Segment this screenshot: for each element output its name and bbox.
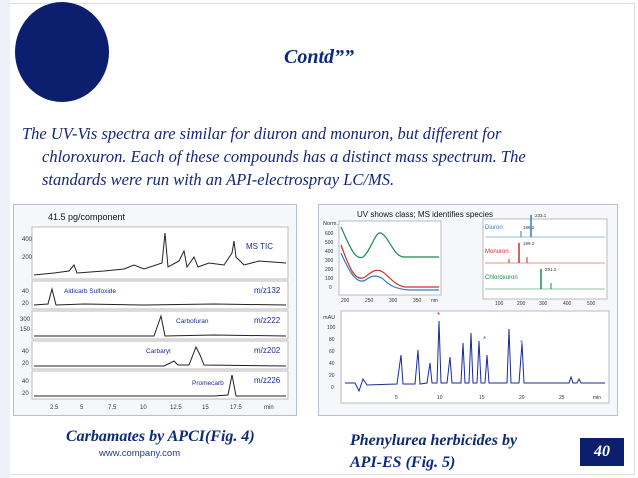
fig5-chrom-ytick-3: 60 [329,349,335,355]
slide-title: Contd”” [283,46,355,68]
fig4-trace-1-mz: m/z132 [254,286,281,295]
body-line-2: chloroxuron. Each of these compounds has a distinct mass spectrum. The [42,147,526,166]
fig5-uv-ytick-2: 500 [325,240,334,246]
fig5-uv-ytick-3: 400 [325,249,334,255]
fig5-uv-xtick-4: 350 [413,298,422,304]
fig5-chrom-panel [341,311,609,403]
fig4-tic-ytick-1: 400 [22,237,33,243]
fig5-chrom-star-2: * [483,335,487,344]
fig4-trace-4-compound: Promecarb [192,380,224,387]
footer-url: www.company.com [99,448,181,459]
fig5-ms-xtick-1: 100 [495,301,504,307]
fig5-uv-xunit: nm [431,298,438,304]
left-stripe [0,0,10,478]
fig5-header: UV shows class; MS identifies species [357,210,494,219]
fig5-ms-peak-label-1: 233.1 [535,213,547,218]
fig5-ms-name-1: Diuron [485,225,503,231]
fig4-tic-ytick-2: 200 [22,255,33,261]
fig4-header: 41.5 pg/component [48,212,126,222]
fig4-trace-3-ytick-1: 40 [22,349,29,355]
fig4-trace-1-ytick-1: 40 [22,289,29,295]
fig4-trace-4-ytick-1: 40 [22,379,29,385]
page-number: 40 [580,438,624,466]
fig5-uv-ytick-1: 600 [325,231,334,237]
fig4-xtick-7: 17.5 [230,405,242,411]
fig4-xtick-1: 2.5 [50,405,59,411]
fig4-trace-2-mz: m/z222 [254,316,281,325]
fig5-ms-name-2: Monuron [485,249,509,255]
fig5-chrom-xtick-3: 15 [479,395,485,401]
fig4-xtick-4: 10 [140,405,147,411]
fig5-chrom-ytick-5: 20 [329,373,335,379]
fig4-trace-4-mz: m/z226 [254,376,281,385]
figure-4-image [14,205,296,415]
fig4-trace-3-mz: m/z202 [254,346,281,355]
fig5-chrom-ytick-6: 0 [331,385,334,391]
fig5-ms-xtick-5: 500 [587,301,596,307]
figure-5-phenylurea [318,204,618,416]
fig5-uv-ytick-7: 0 [329,285,332,291]
fig5-chrom-ytick-4: 40 [329,361,335,367]
figure-5-caption-line-1: Phenylurea herbicides by [350,432,518,449]
fig4-xtick-3: 7.5 [108,405,117,411]
fig5-uv-xtick-3: 300 [389,298,398,304]
fig5-ms-xtick-3: 300 [539,301,548,307]
fig4-xtick-2: 5 [80,405,84,411]
fig5-ms-xtick-2: 200 [517,301,526,307]
fig4-xtick-6: 15 [202,405,209,411]
fig5-uv-ylabel: Norm. [323,221,338,227]
fig5-uv-xtick-2: 250 [365,298,374,304]
fig4-trace-2-ytick-2: 150 [20,327,31,333]
fig4-xunit: min [264,405,274,411]
body-line-3: standards were run with an API-electrospray LC/MS. [42,170,395,189]
fig4-trace-4-ytick-2: 20 [22,391,29,397]
fig4-trace-3-ytick-2: 20 [22,361,29,367]
fig4-trace-2-ytick-1: 300 [20,317,31,323]
figure-4-carbamates [13,204,297,416]
fig5-uv-xtick-1: 200 [341,298,350,304]
fig4-trace-3-panel [32,341,288,369]
fig5-uv-panel [339,221,441,295]
body-text [22,122,622,191]
fig4-trace-2-compound: Carbofuran [176,318,209,325]
fig5-chrom-xtick-4: 20 [519,395,525,401]
fig4-trace-1-ytick-2: 20 [22,301,29,307]
fig5-ms-peak-label-3: 291.2 [545,267,557,272]
body-line-1: The UV-Vis spectra are similar for diuron and monuron, but different for [22,124,502,143]
fig5-ms-name-3: Chloroxuron [485,275,518,281]
fig5-chrom-ylabel: mAU [323,315,336,321]
fig5-chrom-xtick-5: 25 [559,395,565,401]
fig4-trace-4-panel [32,371,288,399]
fig5-ms-peak-label-2: 199.2 [523,241,535,246]
fig5-uv-ytick-6: 100 [325,276,334,282]
fig4-trace-2-panel [32,311,288,339]
fig4-trace-1-compound: Aldicarb Sulfoxide [64,288,117,295]
fig5-chrom-star-3: * [520,339,524,348]
fig5-uv-ytick-4: 300 [325,258,334,264]
fig5-ms-sub-label-1: 186.2 [523,225,535,230]
fig5-chrom-xtick-2: 10 [437,395,443,401]
fig5-chrom-ytick-2: 80 [329,337,335,343]
fig5-ms-panel [483,219,607,299]
figure-5-caption [350,430,517,474]
fig5-uv-ytick-5: 200 [325,267,334,273]
fig5-chrom-ytick-1: 100 [327,325,336,331]
figure-5-caption-line-2: API-ES (Fig. 5) [350,454,456,471]
fig4-xtick-5: 12.5 [170,405,182,411]
fig5-chrom-xtick-1: 5 [395,395,398,401]
fig4-tic-panel [32,227,288,279]
figure-4-caption: Carbamates by APCI(Fig. 4) [66,428,255,445]
fig5-chrom-star-1: * [437,311,441,320]
fig4-trace-3-compound: Carbaryl [146,348,171,355]
figure-5-image [319,205,617,415]
fig5-ms-xtick-4: 400 [563,301,572,307]
fig4-tic-label: MS TIC [246,242,273,251]
fig5-chrom-xunit: min [593,395,602,401]
